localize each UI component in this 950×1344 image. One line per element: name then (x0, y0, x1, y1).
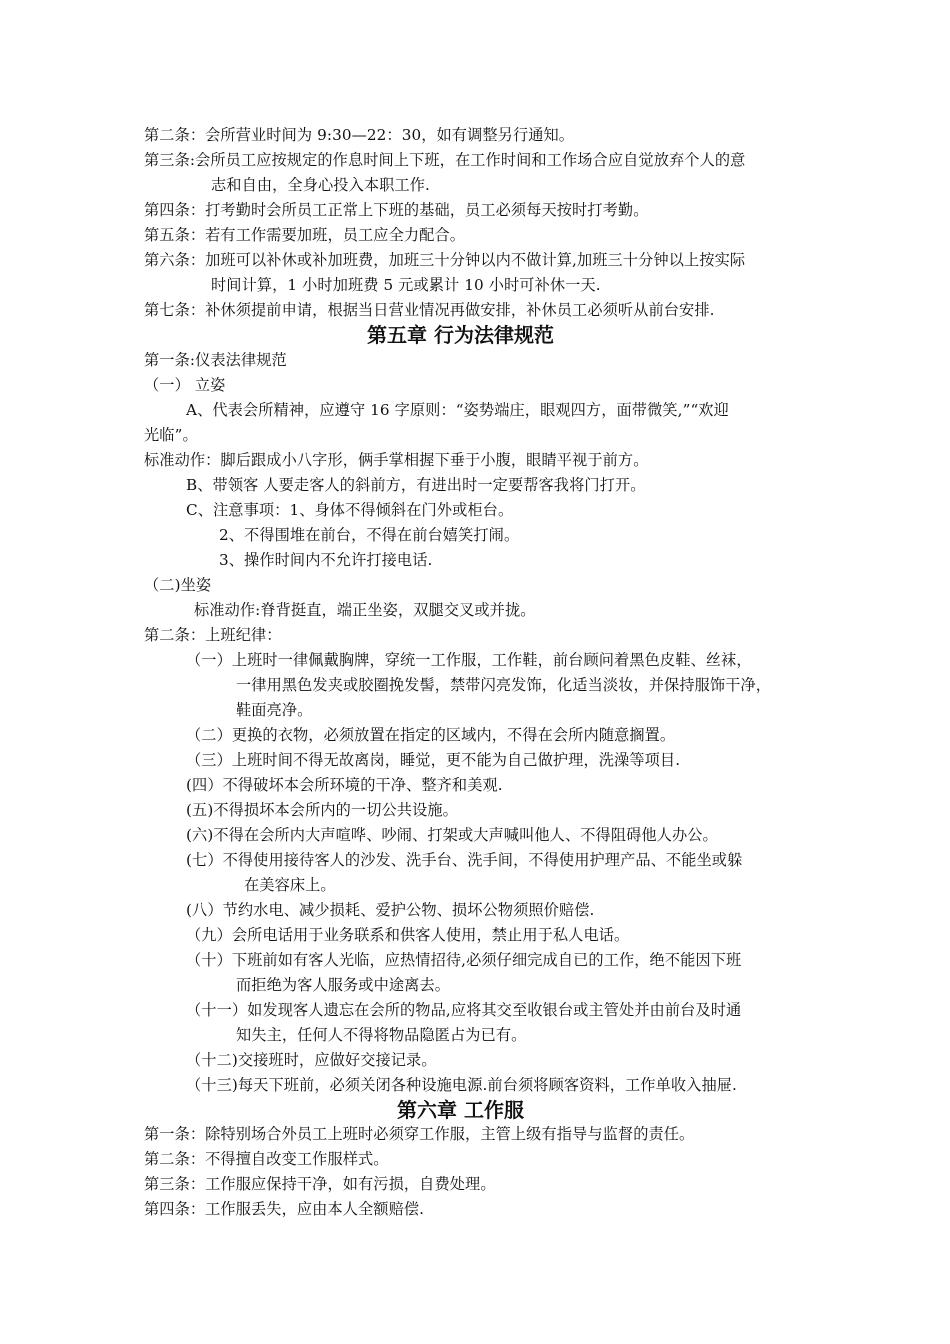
text-line: 第四条：打考勤时会所员工正常上下班的基础，员工必须每天按时打考勤。 (144, 201, 649, 219)
text-line: (六)不得在会所内大声喧哗、吵闹、打架或大声喊叫他人、不得阻碍他人办公。 (186, 826, 718, 844)
text-line: 一律用黑色发夹或胶圈挽发髻，禁带闪亮发饰，化适当淡妆，并保持服饰干净， (236, 676, 772, 694)
text-line: A、代表会所精神，应遵守 16 字原则：“姿势端庄，眼观四方，面带微笑,”“欢迎 (186, 401, 729, 419)
text-line: 知失主，任何人不得将物品隐匿占为已有。 (236, 1026, 527, 1044)
text-line: (四）不得破坏本会所环境的干净、整齐和美观. (186, 776, 503, 794)
text-line: 第四条：工作服丢失，应由本人全额赔偿. (144, 1200, 425, 1218)
text-line: 2、不得围堆在前台，不得在前台嬉笑打闹。 (219, 526, 520, 544)
text-line: 第三条：工作服应保持干净，如有污损，自费处理。 (144, 1175, 496, 1193)
text-line: （十）下班前如有客人光临，应热情招待,必须仔细完成自已的工作，绝不能因下班 (186, 951, 742, 969)
text-line: 第一条：除特别场合外员工上班时必须穿工作服，主管上级有指导与监督的责任。 (144, 1125, 695, 1143)
text-line: 时间计算，1 小时加班费 5 元或累计 10 小时可补休一天. (211, 276, 601, 294)
text-line: 第六条：加班可以补休或补加班费，加班三十分钟以内不做计算,加班三十分钟以上按实际 (144, 251, 746, 269)
text-line: 第五条：若有工作需要加班，员工应全力配合。 (144, 226, 466, 244)
text-line: 标准动作：脚后跟成小八字形，俩手掌相握下垂于小腹，眼睛平视于前方。 (144, 451, 649, 469)
text-line: 第二条：会所营业时间为 9:30—22：30，如有调整另行通知。 (144, 126, 575, 144)
text-line: （十三)每天下班前，必须关闭各种设施电源.前台须将顾客资料，工作单收入抽屉. (186, 1076, 737, 1094)
text-line: 第二条：上班纪律： (144, 626, 282, 644)
text-line: 第三条:会所员工应按规定的作息时间上下班，在工作时间和工作场合应自觉放弃个人的意 (144, 151, 746, 169)
text-line: （一） 立姿 (144, 376, 226, 394)
text-line: （二)坐姿 (144, 576, 212, 594)
text-line: 志和自由，全身心投入本职工作. (211, 176, 430, 194)
text-line: 在美容床上。 (244, 876, 336, 894)
text-line: 而拒绝为客人服务或中途离去。 (236, 976, 451, 994)
text-line: B、带领客 人要走客人的斜前方，有进出时一定要帮客我将门打开。 (186, 476, 646, 494)
text-line: （三）上班时间不得无故离岗，睡觉，更不能为自己做护理，洗澡等项目. (186, 751, 681, 769)
text-line: 鞋面亮净。 (236, 701, 313, 719)
chapter-heading: 第六章 工作服 (397, 1098, 524, 1122)
text-line: 标准动作:脊背挺直，端正坐姿，双腿交叉或并拢。 (194, 601, 536, 619)
text-line: （九）会所电话用于业务联系和供客人使用，禁止用于私人电话。 (186, 926, 630, 944)
text-line: （十二)交接班时，应做好交接记录。 (186, 1051, 437, 1069)
text-line: (五)不得损坏本会所内的一切公共设施。 (186, 801, 458, 819)
text-line: C、注意事项：1、身体不得倾斜在门外或柜台。 (186, 501, 514, 519)
text-line: （二）更换的衣物，必须放置在指定的区域内，不得在会所内随意搁置。 (186, 726, 676, 744)
text-line: （一）上班时一律佩戴胸牌，穿统一工作服，工作鞋，前台顾问着黑色皮鞋、丝袜， (186, 651, 752, 669)
text-line: 第七条：补休须提前申请，根据当日营业情况再做安排，补休员工必须听从前台安排. (144, 301, 715, 319)
text-line: (七）不得使用接待客人的沙发、洗手台、洗手间，不得使用护理产品、不能坐或躲 (186, 851, 743, 869)
chapter-heading: 第五章 行为法律规范 (367, 323, 554, 347)
text-line: 第二条：不得擅自改变工作服样式。 (144, 1150, 389, 1168)
text-line: 光临”。 (144, 426, 198, 444)
text-line: （十一）如发现客人遗忘在会所的物品,应将其交至收银台或主管处并由前台及时通 (186, 1001, 742, 1019)
text-line: 第一条:仪表法律规范 (144, 351, 287, 369)
text-line: 3、操作时间内不允许打接电话. (219, 551, 433, 569)
text-line: (八）节约水电、减少损耗、爱护公物、损坏公物须照价赔偿. (186, 901, 595, 919)
